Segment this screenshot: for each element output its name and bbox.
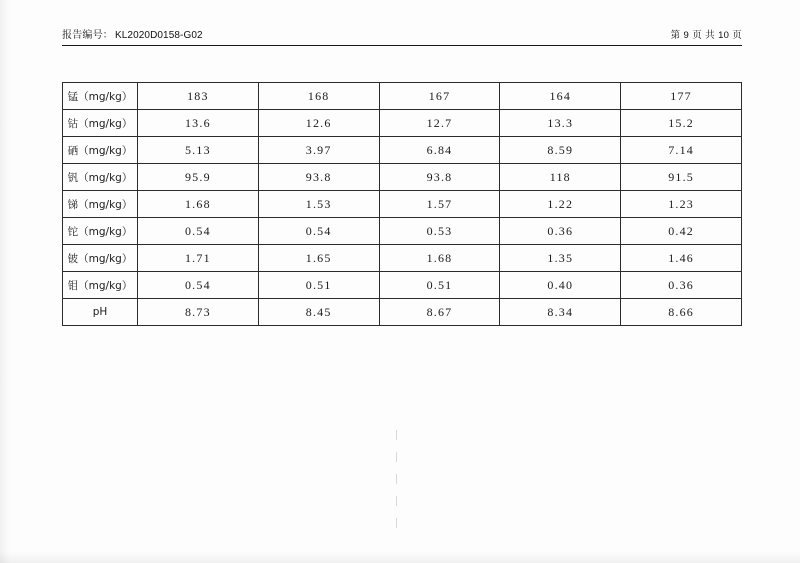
- result-cell: 12.7: [379, 110, 500, 137]
- result-cell: 15.2: [621, 110, 742, 137]
- result-cell: 6.84: [379, 137, 500, 164]
- page-current: 9: [683, 30, 689, 41]
- result-cell: 0.42: [621, 218, 742, 245]
- result-cell: 183: [138, 83, 259, 110]
- scan-edge-shadow: [0, 0, 10, 563]
- table-row: [63, 218, 742, 245]
- result-cell: 0.54: [258, 218, 379, 245]
- result-cell: 1.65: [258, 245, 379, 272]
- table-row: [63, 83, 742, 110]
- result-cell: 1.68: [379, 245, 500, 272]
- table-row: [63, 272, 742, 299]
- table-row: [63, 164, 742, 191]
- result-cell: 12.6: [258, 110, 379, 137]
- result-cell: 8.73: [138, 299, 259, 326]
- page-suffix: 页: [732, 30, 742, 41]
- result-cell: 13.6: [138, 110, 259, 137]
- page-number-block: [671, 27, 742, 41]
- result-cell: 8.59: [500, 137, 621, 164]
- fold-mark: [396, 518, 397, 528]
- result-cell: 93.8: [258, 164, 379, 191]
- report-number-block: [62, 26, 203, 41]
- analyte-label: 钴（mg/kg）: [63, 110, 138, 137]
- table-row: [63, 110, 742, 137]
- result-cell: 1.71: [138, 245, 259, 272]
- result-cell: 3.97: [258, 137, 379, 164]
- result-cell: 0.53: [379, 218, 500, 245]
- page-total: 10: [718, 30, 730, 41]
- result-cell: 168: [258, 83, 379, 110]
- result-cell: 1.35: [500, 245, 621, 272]
- table-row: [63, 245, 742, 272]
- analyte-label: 锑（mg/kg）: [63, 191, 138, 218]
- analyte-label: 硒（mg/kg）: [63, 137, 138, 164]
- result-cell: 8.34: [500, 299, 621, 326]
- report-number-label: 报告编号：: [62, 30, 113, 41]
- analyte-label: pH: [63, 299, 138, 326]
- result-cell: 13.3: [500, 110, 621, 137]
- table-row: [63, 137, 742, 164]
- page-header: [62, 26, 742, 41]
- result-cell: 5.13: [138, 137, 259, 164]
- analyte-label: 铊（mg/kg）: [63, 218, 138, 245]
- result-cell: 95.9: [138, 164, 259, 191]
- table-row: [63, 191, 742, 218]
- fold-mark: [396, 496, 397, 506]
- analyte-label: 铍（mg/kg）: [63, 245, 138, 272]
- result-cell: 1.22: [500, 191, 621, 218]
- result-cell: 8.66: [621, 299, 742, 326]
- result-cell: 8.67: [379, 299, 500, 326]
- result-cell: 1.68: [138, 191, 259, 218]
- result-cell: 0.51: [258, 272, 379, 299]
- page-mid: 页 共: [692, 30, 715, 41]
- analyte-label: 钼（mg/kg）: [63, 272, 138, 299]
- result-cell: 167: [379, 83, 500, 110]
- result-cell: 0.51: [379, 272, 500, 299]
- result-cell: 1.53: [258, 191, 379, 218]
- result-cell: 164: [500, 83, 621, 110]
- result-cell: 7.14: [621, 137, 742, 164]
- result-cell: 0.36: [500, 218, 621, 245]
- header-divider: [62, 45, 742, 46]
- analyte-label: 锰（mg/kg）: [63, 83, 138, 110]
- result-cell: 1.23: [621, 191, 742, 218]
- fold-mark: [396, 452, 397, 462]
- result-cell: 0.36: [621, 272, 742, 299]
- result-cell: 0.54: [138, 272, 259, 299]
- result-cell: 118: [500, 164, 621, 191]
- scan-edge-shadow: [0, 551, 800, 563]
- result-cell: 91.5: [621, 164, 742, 191]
- table-row: [63, 299, 742, 326]
- result-cell: 1.46: [621, 245, 742, 272]
- report-number-value: KL2020D0158-G02: [115, 30, 203, 41]
- result-cell: 0.54: [138, 218, 259, 245]
- result-cell: 0.40: [500, 272, 621, 299]
- fold-mark: [396, 474, 397, 484]
- analyte-label: 钒（mg/kg）: [63, 164, 138, 191]
- result-cell: 1.57: [379, 191, 500, 218]
- result-cell: 93.8: [379, 164, 500, 191]
- results-table: [62, 82, 742, 326]
- page-prefix: 第: [670, 30, 681, 41]
- result-cell: 177: [621, 83, 742, 110]
- result-cell: 8.45: [258, 299, 379, 326]
- fold-mark: [396, 430, 397, 440]
